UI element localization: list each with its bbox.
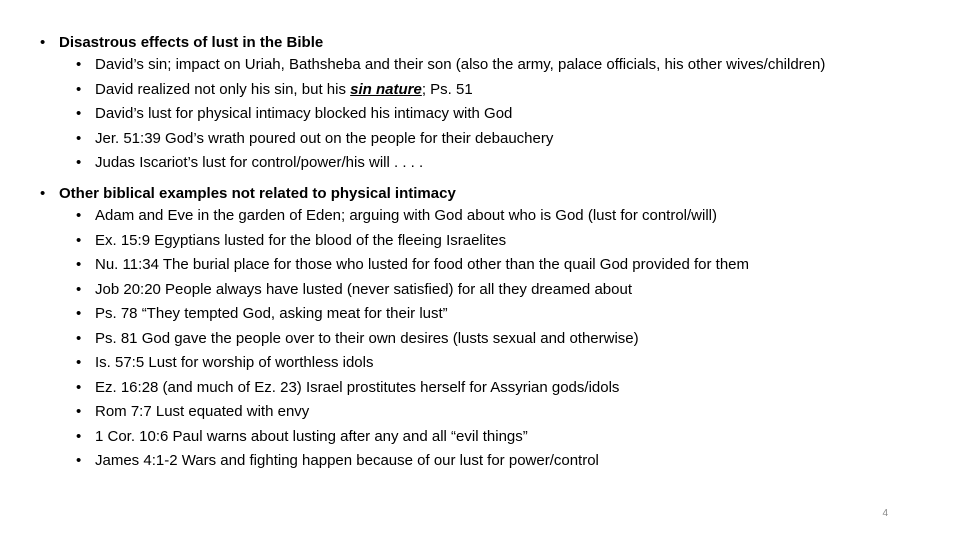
list-item-text: Ez. 16:28 (and much of Ez. 23) Israel prostitutes herself for Assyrian gods/idols — [95, 378, 620, 396]
list-item-text: Ps. 78 “They tempted God, asking meat for their lust” — [95, 305, 448, 322]
bullet-icon: • — [76, 452, 82, 469]
list-item-text: Ps. 81 God gave the people over to their own desires (lusts sexual and otherwise) — [95, 329, 639, 347]
list-item-text: Is. 57:5 Lust for worship of worthless idols — [95, 354, 374, 371]
list-item — [40, 53, 940, 78]
list-item-text: 1 Cor. 10:6 Paul warns about lusting after any and all “evil things” — [95, 427, 528, 445]
bullet-icon: • — [40, 34, 46, 51]
list-item — [40, 351, 940, 376]
list-item — [40, 425, 940, 450]
list-item-text: Ex. 15:9 Egyptians lusted for the blood of the fleeing Israelites — [95, 231, 507, 249]
section-other-examples — [40, 184, 940, 474]
list-item-text: David’s lust for physical intimacy blocked his intimacy with God — [95, 105, 513, 122]
list-item — [40, 78, 940, 103]
list-item — [40, 151, 940, 176]
bullet-icon: • — [76, 354, 82, 371]
list-item — [40, 127, 940, 152]
bullet-icon: • — [76, 154, 82, 171]
list-item-text: David realized not only his sin, but his — [95, 80, 351, 98]
bullet-icon: • — [76, 256, 82, 273]
list-item — [40, 102, 940, 127]
list-item-text: James 4:1-2 Wars and fighting happen because of our lust for power/control — [95, 452, 599, 469]
sub-list — [40, 53, 940, 176]
sub-list — [40, 204, 940, 474]
list-item-text: David’s sin; impact on Uriah, Bathsheba and their son (also the army, palace officials, his other wives/children) — [95, 56, 826, 73]
bullet-icon: • — [76, 427, 82, 445]
bullet-icon: • — [76, 329, 82, 347]
emphasized-text: sin nature — [350, 80, 422, 98]
list-item-text: Rom 7:7 Lust equated with envy — [95, 403, 310, 420]
bullet-icon: • — [40, 185, 46, 202]
bullet-icon: • — [76, 56, 82, 73]
bullet-icon: • — [76, 105, 82, 122]
list-item-text: Jer. 51:39 God’s wrath poured out on the people for their debauchery — [95, 129, 554, 147]
page-number: 4 — [882, 508, 888, 519]
bullet-icon: • — [76, 403, 82, 420]
list-item — [40, 327, 940, 352]
list-item-text: Job 20:20 People always have lusted (never satisfied) for all they dreamed about — [95, 280, 632, 298]
list-item — [40, 278, 940, 303]
list-item-text: Adam and Eve in the garden of Eden; arguing with God about who is God (lust for control/will) — [95, 207, 718, 224]
list-item — [40, 376, 940, 401]
bullet-icon: • — [76, 129, 82, 147]
bullet-icon: • — [76, 80, 82, 98]
list-item-text: Nu. 11:34 The burial place for those who lusted for food other than the quail God provided for them — [95, 256, 750, 273]
section-heading: Disastrous effects of lust in the Bible — [59, 34, 324, 51]
list-item — [40, 302, 940, 327]
list-item — [40, 253, 940, 278]
list-item — [40, 229, 940, 254]
section-heading: Other biblical examples not related to physical intimacy — [59, 185, 456, 202]
bullet-icon: • — [76, 231, 82, 249]
bullet-icon: • — [76, 378, 82, 396]
list-item-text-suffix: ; Ps. 51 — [421, 80, 473, 98]
list-item — [40, 449, 940, 474]
section-disastrous-effects — [40, 33, 940, 176]
bullet-icon: • — [76, 305, 82, 322]
bullet-icon: • — [76, 207, 82, 224]
list-item-text: Judas Iscariot’s lust for control/power/his will . . . . — [95, 154, 424, 171]
bullet-icon: • — [76, 280, 82, 298]
list-item — [40, 204, 940, 229]
list-item — [40, 400, 940, 425]
